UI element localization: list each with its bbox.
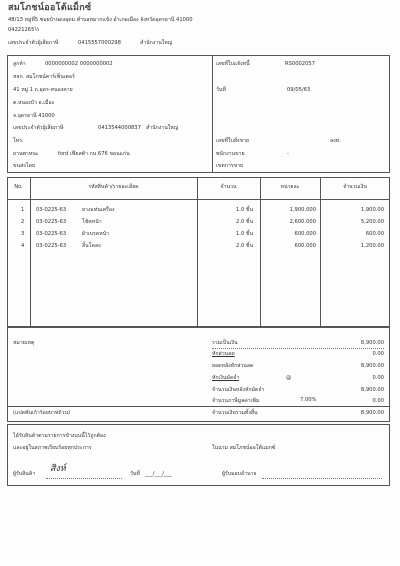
authorized-signature-line	[262, 478, 382, 479]
customer-code: 0000000002 0000000002	[45, 61, 113, 67]
doc-date-label: วันที่	[216, 87, 226, 93]
row-no: 1	[21, 207, 25, 213]
row-amount: 1,200.00	[360, 243, 384, 249]
company-address: 48/13 หมู่ที่5 ซอยบ้านดงอุดม ตำบลหมากแข้ง อำเภอเมือง จังหวัดอุดรธานี 41000	[8, 17, 193, 23]
row-code: 03-0225-63	[36, 231, 67, 237]
doc-no-label: เลขที่ใบแจ้งหนี้	[216, 61, 250, 67]
salesman-label: พนักงานขาย	[216, 151, 245, 157]
header-qty: จำนวน	[220, 184, 237, 190]
row-qty: 2.0 ชิ้น	[236, 219, 253, 225]
row-amount: 5,200.00	[360, 219, 384, 225]
header-description: รหัสสินค้า/รายละเอียด	[88, 184, 139, 190]
doc-date: 09/05/63	[287, 87, 311, 93]
row-code: 03-0225-63	[36, 219, 67, 225]
discount-value: 0.00	[372, 351, 384, 357]
vat-rate: 7.00%	[300, 397, 317, 403]
company-sign-line: ในนาม สมโภชน์ออโต้แมกซ์	[212, 445, 276, 451]
signature-line	[46, 478, 122, 479]
header-unit-price: หน่วยละ	[280, 184, 300, 190]
doc-no: RS0002057	[285, 61, 316, 67]
customer-code-label: ลูกค้า	[13, 61, 26, 67]
vat-value: 0.00	[372, 398, 384, 404]
customer-tax-label: เลขประจำตัวผู้เสียภาษี	[13, 125, 64, 131]
company-phone: 04221265½	[8, 27, 40, 33]
company-name: สมโภชน์ออโต้แม็กซ์	[8, 3, 92, 13]
totals-rule	[212, 348, 384, 349]
row-desc: ยางแท่นเครื่อง	[82, 207, 115, 213]
customer-phone-label: โทร.	[13, 138, 24, 144]
receive-date-blank: ___/___/___	[145, 471, 172, 477]
receive-date-label: วันที่	[130, 471, 140, 477]
authorized-label: ผู้รับมอบอำนาจ	[222, 471, 257, 477]
row-amount: 600.00	[365, 231, 384, 237]
row-price: 2,600.000	[289, 219, 316, 225]
vehicle-value: ford เฟียสต้า กน 676 ขอนแก่น	[58, 151, 130, 157]
sales-order-label: เลขที่ใบสั่งขาย	[216, 138, 249, 144]
received-line-2: และอยู่ในสภาพเรียบร้อยทุกประการ	[13, 445, 92, 451]
remark-label: หมายเหตุ	[13, 340, 35, 346]
row-no: 3	[21, 231, 25, 237]
row-desc: ลิ้นโคลง	[82, 243, 101, 249]
row-desc: โช้คหน้า	[82, 219, 102, 225]
col-divider	[320, 177, 321, 327]
ship-label: ขนส่งโดย	[13, 163, 35, 169]
row-desc: ผ้าเบรคหน้า	[82, 231, 110, 237]
grand-total-line	[7, 406, 390, 407]
vehicle-label: ยานพาหนะ	[13, 151, 39, 157]
row-price: 600.000	[294, 243, 316, 249]
credit-label: ลงท.	[330, 138, 341, 144]
company-branch: สำนักงานใหญ่	[140, 40, 173, 46]
after-deposit-value: 8,900.00	[360, 387, 384, 393]
row-no: 2	[21, 219, 25, 225]
row-no: 4	[21, 243, 25, 249]
row-amount: 1,900.00	[360, 207, 384, 213]
discount-label: หักส่วนลด	[212, 351, 235, 357]
amount-in-words: (แปดพันเก้าร้อยบาทถ้วน)	[13, 410, 71, 416]
customer-box-divider	[212, 55, 213, 173]
company-tax-label: เลขประจำตัวผู้เสียภาษี	[8, 40, 59, 46]
row-price: 600.000	[294, 231, 316, 237]
row-price: 1,900.000	[289, 207, 316, 213]
customer-address-2: ต.หนองบัว อ.เมือง	[13, 100, 55, 106]
customer-address-1: 41 หมู่ 1 ถ.อุดร-หนองคาย	[13, 87, 73, 93]
customer-tax-id: 0413544000837	[98, 125, 141, 131]
row-code: 03-0225-63	[36, 243, 67, 249]
items-header-line	[7, 199, 390, 200]
row-qty: 2.0 ชิ้น	[236, 243, 253, 249]
row-code: 03-0225-63	[36, 207, 67, 213]
customer-branch: สำนักงานใหญ่	[146, 125, 179, 131]
company-tax-id: 0415557000298	[78, 40, 121, 46]
deposit-mark: @	[286, 375, 292, 381]
salesman-value: -	[287, 151, 289, 157]
receiver-label: ผู้รับสินค้า	[13, 471, 36, 477]
deposit-label: หักเงินมัดจำ	[212, 375, 240, 381]
subtotal-label: รวมเป็นเงิน	[212, 340, 238, 346]
after-discount-label: ยอดหลังหักส่วนลด	[212, 363, 254, 369]
header-no: No.	[14, 184, 23, 190]
vat-label: จำนวนภาษีมูลค่าเพิ่ม	[212, 398, 260, 404]
header-amount: จำนวนเงิน	[343, 184, 367, 190]
subtotal-value: 8,900.00	[360, 340, 384, 346]
deposit-value: 0.00	[372, 375, 384, 381]
customer-address-3: จ.อุดรธานี 41000	[13, 113, 55, 119]
received-line-1: ได้รับสินค้าตามรายการข้างบนนี้ไว้ถูกต้อง	[13, 433, 106, 439]
col-divider	[197, 177, 198, 327]
row-qty: 1.0 ชิ้น	[236, 207, 253, 213]
grand-total-label: จำนวนเงินรวมทั้งสิ้น	[212, 410, 258, 416]
row-qty: 1.0 ชิ้น	[236, 231, 253, 237]
col-divider	[260, 177, 261, 327]
after-deposit-label: จำนวนเงินหลังหักมัดจำ	[212, 387, 265, 393]
customer-name: หจก. สมโภชน์คาร์เซ็นเตอร์	[13, 74, 75, 80]
after-discount-value: 8,900.00	[360, 363, 384, 369]
grand-total-value: 8,900.00	[360, 410, 384, 416]
sales-area-label: เขตการขาย	[216, 163, 244, 169]
col-divider	[30, 177, 31, 327]
receiver-signature: สิงห์	[50, 464, 66, 474]
